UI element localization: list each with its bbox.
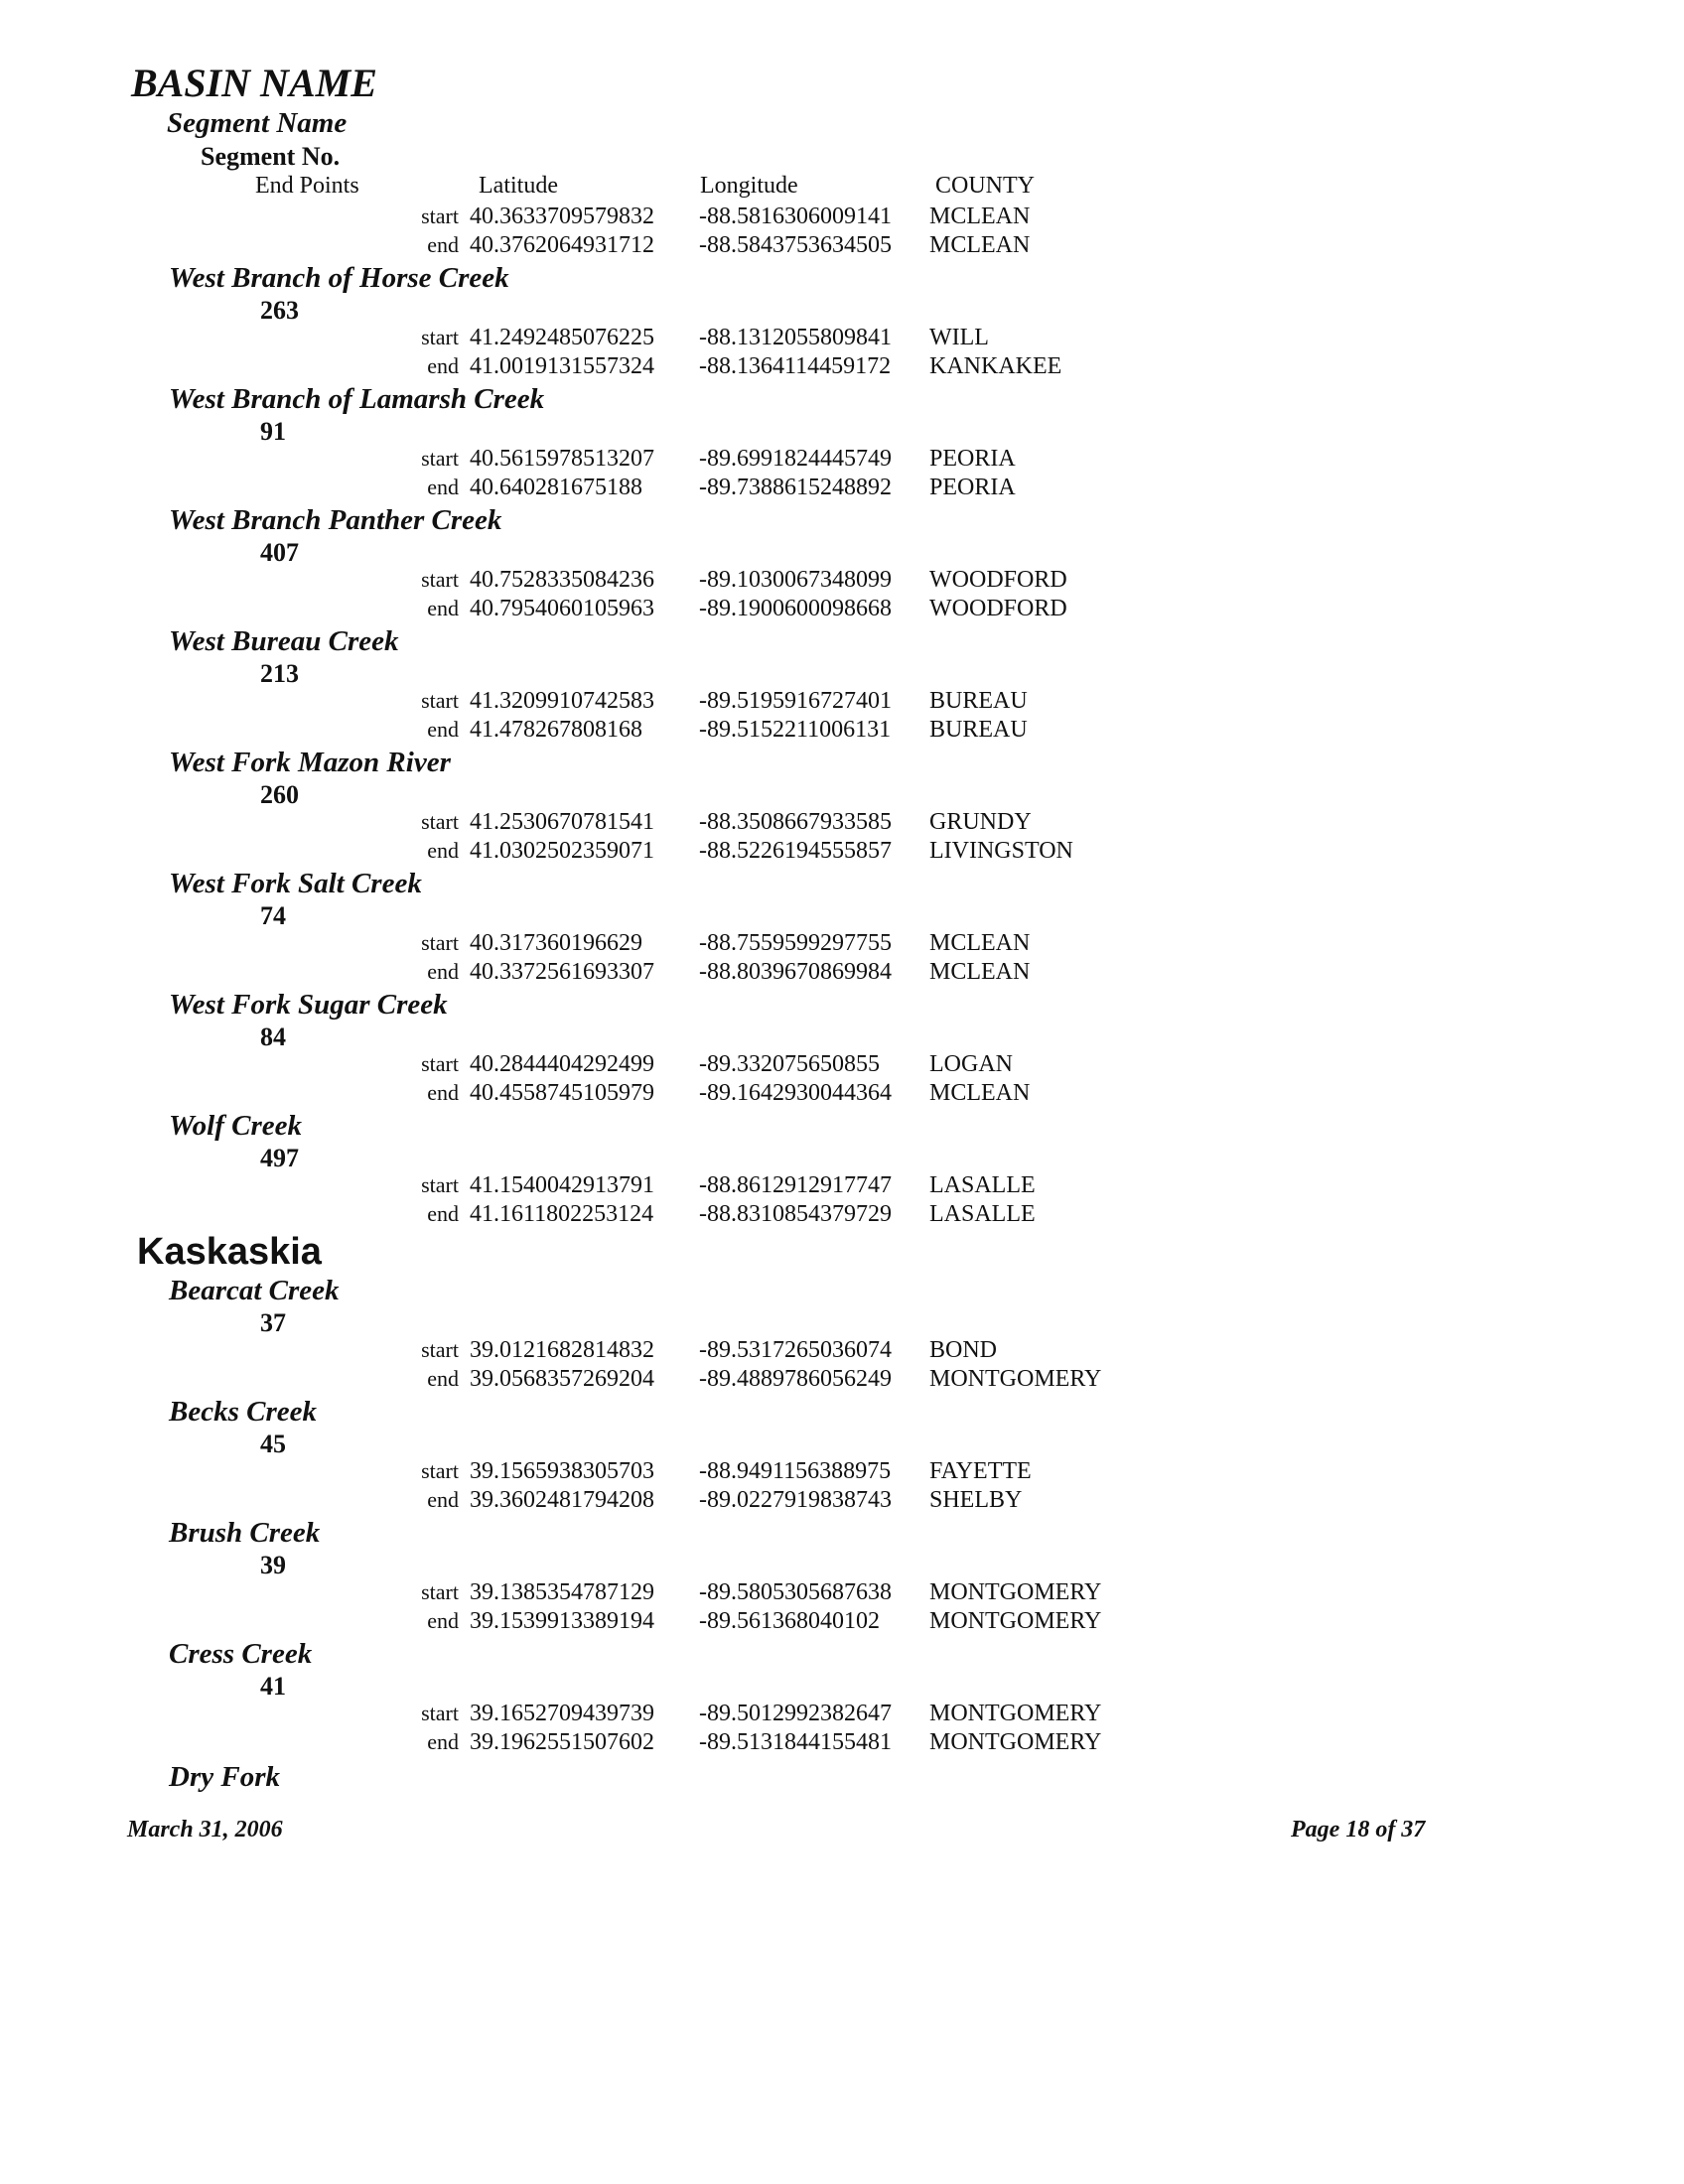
endpoint-type: end	[427, 1080, 459, 1105]
endpoint-type: start	[421, 446, 459, 471]
endpoint-type: end	[427, 1608, 459, 1633]
endpoint-type: end	[427, 1366, 459, 1391]
longitude-value: -88.1312055809841	[699, 325, 892, 350]
county-value: MCLEAN	[929, 204, 1031, 229]
segment-number: 84	[260, 1023, 286, 1051]
longitude-value: -89.5805305687638	[699, 1579, 892, 1605]
latitude-value: 40.5615978513207	[470, 446, 654, 472]
longitude-value: -88.5226194555857	[699, 838, 892, 864]
latitude-value: 41.0302502359071	[470, 838, 654, 864]
segment-name: Cress Creek	[169, 1638, 313, 1670]
county-value: MONTGOMERY	[929, 1729, 1102, 1755]
segment-no-header: Segment No.	[201, 142, 341, 171]
latitude-value: 40.640281675188	[470, 475, 642, 500]
longitude-value: -88.7559599297755	[699, 930, 892, 956]
county-value: MONTGOMERY	[929, 1701, 1102, 1726]
longitude-value: -89.5012992382647	[699, 1701, 892, 1726]
longitude-column-header: Longitude	[700, 173, 798, 199]
endpoint-type: start	[421, 1051, 459, 1076]
segment-name: Wolf Creek	[169, 1110, 302, 1142]
segment-name: West Branch Panther Creek	[169, 504, 502, 536]
segment-number: 91	[260, 417, 286, 446]
county-value: WOODFORD	[929, 567, 1067, 593]
endpoint-type: start	[421, 809, 459, 834]
longitude-value: -89.6991824445749	[699, 446, 892, 472]
latitude-value: 41.2530670781541	[470, 809, 654, 835]
latitude-value: 40.3762064931712	[470, 232, 654, 258]
footer-date: March 31, 2006	[127, 1817, 283, 1843]
county-value: WOODFORD	[929, 596, 1067, 621]
endpoint-type: end	[427, 1201, 459, 1226]
latitude-value: 39.3602481794208	[470, 1487, 654, 1513]
county-value: BUREAU	[929, 717, 1028, 743]
latitude-value: 41.1540042913791	[470, 1172, 654, 1198]
county-value: MCLEAN	[929, 959, 1031, 985]
segment-number: 39	[260, 1551, 286, 1579]
basin-name-header: BASIN NAME	[131, 61, 377, 105]
basin-title: Kaskaskia	[137, 1231, 322, 1273]
segment-name: Becks Creek	[169, 1396, 317, 1428]
longitude-value: -88.8039670869984	[699, 959, 892, 985]
county-value: FAYETTE	[929, 1458, 1032, 1484]
endpoint-type: end	[427, 838, 459, 863]
segment-name: West Fork Sugar Creek	[169, 989, 448, 1021]
longitude-value: -88.9491156388975	[699, 1458, 892, 1484]
latitude-value: 39.0121682814832	[470, 1337, 654, 1363]
longitude-value: -89.4889786056249	[699, 1366, 892, 1392]
county-value: SHELBY	[929, 1487, 1023, 1513]
segment-number: 260	[260, 780, 299, 809]
latitude-value: 40.7528335084236	[470, 567, 654, 593]
page-number: Page 18 of 37	[1291, 1817, 1426, 1843]
endpoint-type: end	[427, 596, 459, 620]
county-value: BOND	[929, 1337, 998, 1363]
endpoint-type: end	[427, 1729, 459, 1754]
endpoint-type: end	[427, 232, 459, 257]
county-value: MCLEAN	[929, 930, 1031, 956]
segment-name: West Bureau Creek	[169, 625, 399, 657]
end-points-column-header: End Points	[255, 173, 359, 199]
longitude-value: -89.7388615248892	[699, 475, 892, 500]
segment-name: Dry Fork	[169, 1761, 280, 1793]
county-value: PEORIA	[929, 475, 1016, 500]
county-value: MCLEAN	[929, 1080, 1031, 1106]
county-value: LASALLE	[929, 1172, 1036, 1198]
segment-name: Bearcat Creek	[169, 1275, 340, 1306]
longitude-value: -89.5317265036074	[699, 1337, 892, 1363]
latitude-value: 39.1385354787129	[470, 1579, 654, 1605]
county-value: KANKAKEE	[929, 353, 1062, 379]
latitude-value: 40.3633709579832	[470, 204, 654, 229]
latitude-column-header: Latitude	[479, 173, 558, 199]
segment-number: 213	[260, 659, 299, 688]
endpoint-type: start	[421, 325, 459, 349]
longitude-value: -89.1900600098668	[699, 596, 892, 621]
endpoint-type: start	[421, 1579, 459, 1604]
endpoint-type: end	[427, 717, 459, 742]
endpoint-type: start	[421, 1458, 459, 1483]
county-column-header: COUNTY	[935, 173, 1035, 199]
county-value: BUREAU	[929, 688, 1028, 714]
segment-name: West Branch of Lamarsh Creek	[169, 383, 545, 415]
latitude-value: 40.4558745105979	[470, 1080, 654, 1106]
latitude-value: 41.1611802253124	[470, 1201, 654, 1227]
longitude-value: -89.332075650855	[699, 1051, 880, 1077]
county-value: LIVINGSTON	[929, 838, 1073, 864]
segment-number: 74	[260, 901, 286, 930]
longitude-value: -89.5131844155481	[699, 1729, 892, 1755]
longitude-value: -89.5195916727401	[699, 688, 892, 714]
latitude-value: 39.1565938305703	[470, 1458, 654, 1484]
endpoint-type: end	[427, 475, 459, 499]
segment-name: West Fork Salt Creek	[169, 868, 422, 899]
segment-number: 497	[260, 1144, 299, 1172]
endpoint-type: end	[427, 1487, 459, 1512]
segment-number: 37	[260, 1308, 286, 1337]
segment-number: 407	[260, 538, 299, 567]
longitude-value: -89.5152211006131	[699, 717, 892, 743]
longitude-value: -88.3508667933585	[699, 809, 892, 835]
longitude-value: -89.0227919838743	[699, 1487, 892, 1513]
latitude-value: 39.1539913389194	[470, 1608, 654, 1634]
latitude-value: 39.1652709439739	[470, 1701, 654, 1726]
endpoint-type: end	[427, 959, 459, 984]
longitude-value: -88.5816306009141	[699, 204, 892, 229]
endpoint-type: start	[421, 1701, 459, 1725]
latitude-value: 39.1962551507602	[470, 1729, 654, 1755]
longitude-value: -89.561368040102	[699, 1608, 880, 1634]
endpoint-type: start	[421, 567, 459, 592]
longitude-value: -88.5843753634505	[699, 232, 892, 258]
endpoint-type: start	[421, 1337, 459, 1362]
latitude-value: 41.478267808168	[470, 717, 642, 743]
latitude-value: 41.2492485076225	[470, 325, 654, 350]
segment-name: West Branch of Horse Creek	[169, 262, 509, 294]
latitude-value: 40.3372561693307	[470, 959, 654, 985]
county-value: GRUNDY	[929, 809, 1032, 835]
county-value: MONTGOMERY	[929, 1608, 1102, 1634]
county-value: PEORIA	[929, 446, 1016, 472]
segment-number: 263	[260, 296, 299, 325]
latitude-value: 40.2844404292499	[470, 1051, 654, 1077]
county-value: MCLEAN	[929, 232, 1031, 258]
latitude-value: 41.3209910742583	[470, 688, 654, 714]
endpoint-type: start	[421, 688, 459, 713]
latitude-value: 40.317360196629	[470, 930, 642, 956]
latitude-value: 39.0568357269204	[470, 1366, 654, 1392]
county-value: MONTGOMERY	[929, 1366, 1102, 1392]
endpoint-type: start	[421, 930, 459, 955]
endpoint-type: start	[421, 1172, 459, 1197]
county-value: LOGAN	[929, 1051, 1013, 1077]
longitude-value: -88.8612912917747	[699, 1172, 892, 1198]
segment-name: Brush Creek	[169, 1517, 321, 1549]
county-value: LASALLE	[929, 1201, 1036, 1227]
segment-number: 41	[260, 1672, 286, 1701]
latitude-value: 40.7954060105963	[470, 596, 654, 621]
segment-name: West Fork Mazon River	[169, 747, 451, 778]
segment-name-header: Segment Name	[167, 107, 348, 139]
endpoint-type: start	[421, 204, 459, 228]
longitude-value: -89.1030067348099	[699, 567, 892, 593]
county-value: MONTGOMERY	[929, 1579, 1102, 1605]
county-value: WILL	[929, 325, 989, 350]
latitude-value: 41.0019131557324	[470, 353, 654, 379]
longitude-value: -88.8310854379729	[699, 1201, 892, 1227]
longitude-value: -89.1642930044364	[699, 1080, 892, 1106]
segment-number: 45	[260, 1430, 286, 1458]
longitude-value: -88.1364114459172	[699, 353, 892, 379]
endpoint-type: end	[427, 353, 459, 378]
